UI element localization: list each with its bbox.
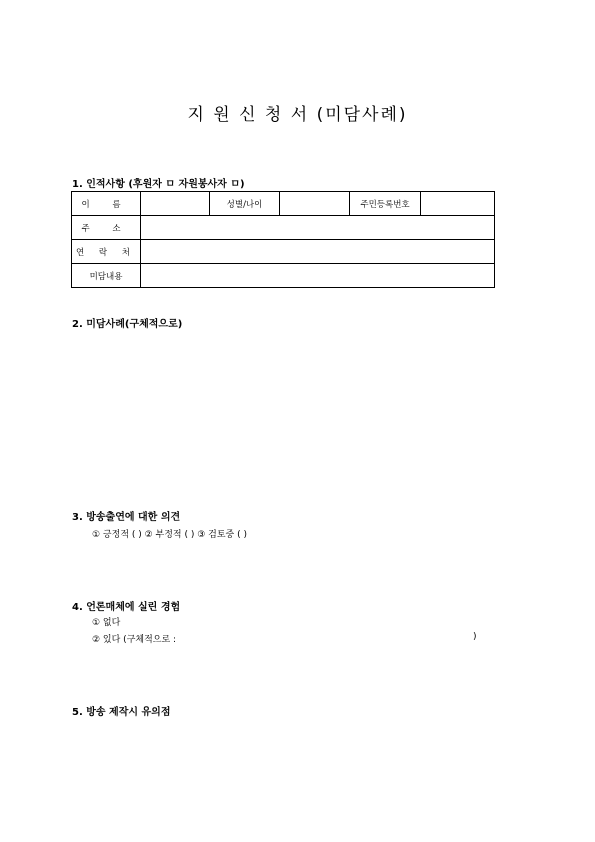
media-experience-yes: ② 있다 (구체적으로 : (92, 635, 177, 645)
section-1-heading: 1. 인적사항 (후원자 ㅁ 자원봉사자 ㅁ) (72, 179, 245, 190)
personal-info-table (71, 191, 495, 288)
table-row (72, 192, 495, 216)
document-title: 지 원 신 청 서 (미담사례) (187, 105, 408, 125)
gender-age-field[interactable] (280, 192, 350, 216)
name-field[interactable] (141, 192, 210, 216)
media-experience-none: ① 없다 (92, 618, 121, 628)
address-label: 주 소 (72, 216, 141, 240)
contact-field[interactable] (141, 240, 495, 264)
section-5-heading: 5. 방송 제작시 유의점 (72, 707, 171, 718)
table-row (72, 264, 495, 288)
address-field[interactable] (141, 216, 495, 240)
table-row (72, 240, 495, 264)
name-label: 이 름 (72, 192, 141, 216)
broadcast-opinion-options: ① 긍정적 ( ) ② 부정적 ( ) ③ 검토중 ( ) (92, 530, 247, 540)
section-3-heading: 3. 방송출연에 대한 의견 (72, 512, 181, 523)
content-label: 미담내용 (72, 264, 141, 288)
content-field[interactable] (141, 264, 495, 288)
section-2-heading: 2. 미담사례(구체적으로) (72, 319, 183, 330)
section-4-heading: 4. 언론매체에 실린 경험 (72, 602, 181, 613)
media-experience-close-paren: ) (473, 632, 477, 642)
id-number-field[interactable] (421, 192, 495, 216)
table-row (72, 216, 495, 240)
gender-age-label: 성별/나이 (210, 192, 280, 216)
id-number-label: 주민등록번호 (350, 192, 421, 216)
contact-label: 연 락 처 (72, 240, 141, 264)
